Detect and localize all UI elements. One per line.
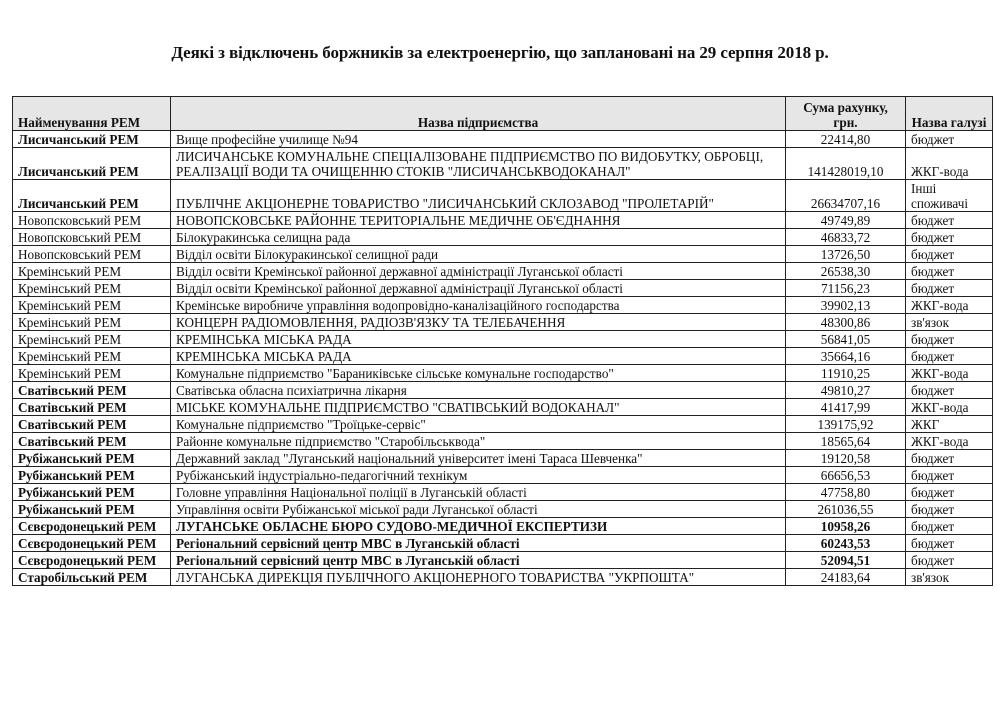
cell-rem: Кремінський РЕМ	[13, 314, 171, 331]
cell-enterprise: Державний заклад "Луганський національний університет імені Тараса Шевченка"	[171, 450, 786, 467]
cell-enterprise: ЛУГАНСЬКА ДИРЕКЦІЯ ПУБЛІЧНОГО АКЦІОНЕРНОГО ТОВАРИСТВА "УКРПОШТА"	[171, 569, 786, 586]
cell-industry: зв'язок	[906, 314, 993, 331]
cell-rem: Сватівський РЕМ	[13, 399, 171, 416]
cell-industry: бюджет	[906, 331, 993, 348]
cell-sum: 19120,58	[786, 450, 906, 467]
cell-sum: 141428019,10	[786, 148, 906, 180]
cell-enterprise: Білокуракинська селищна рада	[171, 229, 786, 246]
cell-sum: 26634707,16	[786, 180, 906, 212]
cell-sum: 41417,99	[786, 399, 906, 416]
cell-enterprise: Головне управління Національної поліції в Луганській області	[171, 484, 786, 501]
cell-enterprise: ПУБЛІЧНЕ АКЦІОНЕРНЕ ТОВАРИСТВО "ЛИСИЧАНСЬКИЙ СКЛОЗАВОД "ПРОЛЕТАРІЙ"	[171, 180, 786, 212]
table-row	[13, 433, 993, 450]
cell-sum: 13726,50	[786, 246, 906, 263]
cell-enterprise: Вище професійне училище №94	[171, 131, 786, 148]
table-row	[13, 180, 993, 212]
table-row	[13, 297, 993, 314]
cell-rem: Кремінський РЕМ	[13, 280, 171, 297]
cell-enterprise: Рубіжанський індустріально-педагогічний технікум	[171, 467, 786, 484]
cell-enterprise: ЛУГАНСЬКЕ ОБЛАСНЕ БЮРО СУДОВО-МЕДИЧНОЇ ЕКСПЕРТИЗИ	[171, 518, 786, 535]
table-row	[13, 148, 993, 180]
cell-industry: бюджет	[906, 229, 993, 246]
cell-rem: Новопсковський РЕМ	[13, 212, 171, 229]
cell-enterprise: КРЕМІНСЬКА МІСЬКА РАДА	[171, 331, 786, 348]
cell-rem: Кремінський РЕМ	[13, 365, 171, 382]
cell-industry: ЖКГ-вода	[906, 148, 993, 180]
cell-sum: 60243,53	[786, 535, 906, 552]
table-row	[13, 348, 993, 365]
table-row	[13, 552, 993, 569]
cell-rem: Кремінський РЕМ	[13, 263, 171, 280]
cell-enterprise: Комунальне підприємство "Троїцьке-сервіс"	[171, 416, 786, 433]
table-row	[13, 365, 993, 382]
cell-industry: бюджет	[906, 212, 993, 229]
cell-rem: Сватівський РЕМ	[13, 433, 171, 450]
cell-sum: 10958,26	[786, 518, 906, 535]
cell-sum: 11910,25	[786, 365, 906, 382]
cell-industry: бюджет	[906, 131, 993, 148]
table-row	[13, 246, 993, 263]
cell-rem: Кремінський РЕМ	[13, 297, 171, 314]
table-row	[13, 399, 993, 416]
cell-enterprise: МІСЬКЕ КОМУНАЛЬНЕ ПІДПРИЄМСТВО "СВАТІВСЬКИЙ ВОДОКАНАЛ"	[171, 399, 786, 416]
cell-enterprise: КОНЦЕРН РАДІОМОВЛЕННЯ, РАДІОЗВ'ЯЗКУ ТА ТЕЛЕБАЧЕННЯ	[171, 314, 786, 331]
cell-industry: бюджет	[906, 450, 993, 467]
cell-sum: 261036,55	[786, 501, 906, 518]
cell-sum: 49810,27	[786, 382, 906, 399]
header-industry: Назва галузі	[906, 97, 993, 131]
cell-enterprise: КРЕМІНСЬКА МІСЬКА РАДА	[171, 348, 786, 365]
table-row	[13, 212, 993, 229]
table-row	[13, 382, 993, 399]
cell-sum: 48300,86	[786, 314, 906, 331]
cell-industry: бюджет	[906, 280, 993, 297]
table-row	[13, 501, 993, 518]
cell-rem: Рубіжанський РЕМ	[13, 467, 171, 484]
cell-rem: Сєвєродонецький РЕМ	[13, 518, 171, 535]
cell-enterprise: Відділ освіти Кремінської районної державної адміністрації Луганської області	[171, 263, 786, 280]
cell-enterprise: Регіональний сервісний центр МВС в Луганській області	[171, 535, 786, 552]
cell-industry: бюджет	[906, 246, 993, 263]
table-row	[13, 331, 993, 348]
cell-enterprise: Сватівська обласна психіатрична лікарня	[171, 382, 786, 399]
cell-rem: Лисичанський РЕМ	[13, 180, 171, 212]
cell-sum: 47758,80	[786, 484, 906, 501]
cell-sum: 22414,80	[786, 131, 906, 148]
cell-rem: Рубіжанський РЕМ	[13, 450, 171, 467]
cell-rem: Сєвєродонецький РЕМ	[13, 535, 171, 552]
cell-industry: ЖКГ	[906, 416, 993, 433]
header-enterprise: Назва підприємства	[171, 97, 786, 131]
cell-enterprise: Регіональний сервісний центр МВС в Луганській області	[171, 552, 786, 569]
table-row	[13, 263, 993, 280]
cell-industry: бюджет	[906, 484, 993, 501]
header-sum: Сума рахунку, грн.	[786, 97, 906, 131]
cell-industry: ЖКГ-вода	[906, 297, 993, 314]
cell-rem: Сєвєродонецький РЕМ	[13, 552, 171, 569]
cell-enterprise: Районне комунальне підприємство "Старобільськвода"	[171, 433, 786, 450]
cell-rem: Новопсковський РЕМ	[13, 246, 171, 263]
cell-rem: Рубіжанський РЕМ	[13, 484, 171, 501]
cell-industry: бюджет	[906, 535, 993, 552]
table-row	[13, 450, 993, 467]
debtors-table	[12, 96, 993, 586]
cell-enterprise: Відділ освіти Кремінської районної державної адміністрації Луганської області	[171, 280, 786, 297]
table-row	[13, 484, 993, 501]
cell-industry: Інші споживачі	[906, 180, 993, 212]
cell-rem: Сватівський РЕМ	[13, 416, 171, 433]
cell-enterprise: Комунальне підприємство "Бараниківське сільське комунальне господарство"	[171, 365, 786, 382]
cell-industry: бюджет	[906, 348, 993, 365]
cell-sum: 46833,72	[786, 229, 906, 246]
table-row	[13, 569, 993, 586]
cell-industry: ЖКГ-вода	[906, 365, 993, 382]
table-row	[13, 314, 993, 331]
cell-rem: Лисичанський РЕМ	[13, 148, 171, 180]
cell-sum: 66656,53	[786, 467, 906, 484]
table-body	[13, 131, 993, 586]
table-row	[13, 467, 993, 484]
cell-enterprise: НОВОПСКОВСЬКЕ РАЙОННЕ ТЕРИТОРІАЛЬНЕ МЕДИЧНЕ ОБ'ЄДНАННЯ	[171, 212, 786, 229]
cell-sum: 52094,51	[786, 552, 906, 569]
cell-rem: Новопсковський РЕМ	[13, 229, 171, 246]
cell-sum: 71156,23	[786, 280, 906, 297]
cell-sum: 49749,89	[786, 212, 906, 229]
cell-sum: 26538,30	[786, 263, 906, 280]
document-title: Деякі з відключень боржників за електроенергію, що заплановані на 29 серпня 2018 р.	[171, 43, 829, 62]
table-row	[13, 518, 993, 535]
cell-sum: 56841,05	[786, 331, 906, 348]
cell-rem: Сватівський РЕМ	[13, 382, 171, 399]
cell-enterprise: ЛИСИЧАНСЬКЕ КОМУНАЛЬНЕ СПЕЦІАЛІЗОВАНЕ ПІДПРИЄМСТВО ПО ВИДОБУТКУ, ОБРОБЦІ, РЕАЛІЗАЦІЇ ВОДИ ТА ОЧИЩЕННЮ СТОКІВ "ЛИСИЧАНСЬКВОДОКАНАЛ"	[171, 148, 786, 180]
cell-sum: 39902,13	[786, 297, 906, 314]
cell-industry: бюджет	[906, 263, 993, 280]
cell-sum: 35664,16	[786, 348, 906, 365]
cell-rem: Лисичанський РЕМ	[13, 131, 171, 148]
cell-rem: Кремінський РЕМ	[13, 348, 171, 365]
cell-industry: бюджет	[906, 501, 993, 518]
table-row	[13, 535, 993, 552]
cell-enterprise: Управління освіти Рубіжанської міської ради Луганської області	[171, 501, 786, 518]
cell-industry: ЖКГ-вода	[906, 399, 993, 416]
header-rem: Найменування РЕМ	[13, 97, 171, 131]
cell-rem: Рубіжанський РЕМ	[13, 501, 171, 518]
cell-industry: ЖКГ-вода	[906, 433, 993, 450]
table-row	[13, 131, 993, 148]
cell-industry: бюджет	[906, 467, 993, 484]
cell-enterprise: Кремінське виробниче управління водопровідно-каналізаційного господарства	[171, 297, 786, 314]
cell-industry: зв'язок	[906, 569, 993, 586]
cell-industry: бюджет	[906, 382, 993, 399]
cell-industry: бюджет	[906, 518, 993, 535]
cell-rem: Старобільський РЕМ	[13, 569, 171, 586]
cell-sum: 24183,64	[786, 569, 906, 586]
table-row	[13, 280, 993, 297]
cell-enterprise: Відділ освіти Білокуракинської селищної ради	[171, 246, 786, 263]
cell-sum: 139175,92	[786, 416, 906, 433]
table-row	[13, 416, 993, 433]
table-row	[13, 229, 993, 246]
table-header-row	[13, 97, 993, 131]
cell-industry: бюджет	[906, 552, 993, 569]
cell-sum: 18565,64	[786, 433, 906, 450]
cell-rem: Кремінський РЕМ	[13, 331, 171, 348]
